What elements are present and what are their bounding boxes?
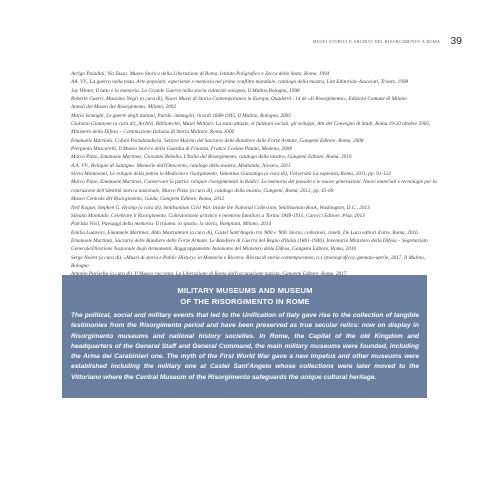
page-header xyxy=(300,34,462,48)
bibliography-entry: Mario Isnenghi, Le guerre degli italiani, Parole, immagini, ricordi 1848-1945, Il Mulino, Bologna, 2005 xyxy=(71,112,291,119)
bibliography-entry: AA. VV., La guerra nella testa. Arte popolare, esperienze e memoria nel primo conflitto mondiale, catalogo della mostra, Lint Editoriale Associati, Trieste, 1998 xyxy=(71,79,409,86)
bibliography-entry: Giuliano Giannone (a cura di), Archivi, Biblioteche, Musei Militari. La stato attuale, le funzioni sociali, gli sviluppi, Atti del Convegno di Studi, Roma 19-20 ottobre 2005, Ministero della Difesa – Commissione Italiana di Storia Militare, Roma 2006 xyxy=(71,121,431,136)
summary-body: The political, social and military events that led to the Unification of Italy gave rise to the collection of tangible testimonies from the Risorgimento period and have been preserved as true secular relics: now on display in Risorgimento museums and national history societies. In Rome, the Capital of the old Kingdom and headquarters of the General Staff and General Command, the main military museums were founded, including the Arma dei Carabinieri one. The myth of the First World War gave a new impetus and other museums were established including the military one at Castel Sant'Angelo whose collections were later moved to the Vittoriano where the Central Museum of the Risorgimento safeguards the unique cultural heritage. xyxy=(71,312,419,381)
bibliography-entry: Patrizia Violi, Paesaggi della memoria. Il trauma, lo spazio, la storia, Bompiani, Milano, 2014 xyxy=(71,221,271,228)
bibliography-entry: Marco Pizzo, Emanuele Martinez, Conservare la patria: reliquie risorgimentali in Radici. La memoria del passato e le nuove generazioni. Nuovi materiali e tecnologie per la costruzione dell'identità storica nazionale, Marco Pizzo (a cura di), catalogo della mostra, Gangemi, Roma, 2012, pp. 45-69 xyxy=(71,179,437,194)
bibliography-entry: A.A. VV., Reliquie di Santigna. Memorie dall'Ottocento, catalogo della mostra, Mediando, Novara, 2011 xyxy=(71,162,291,169)
running-title: MUSEI STORICI E ARCHIVI DEL RISORGIMENTO A ROMA xyxy=(312,38,441,44)
bibliography-entry: Emanuele Martinez, Cofani Portabandiera, Settore Marino del Sacrario delle Bandiere delle Forze Armate, Gangemi Editore, Roma, 2008 xyxy=(71,137,364,144)
bibliography-entry: Arrigo Paladini, Via Tasso. Museo Storico della Liberazione di Roma, Istituto Poligrafico e Zecca dello Stato, Roma, 1994 xyxy=(71,71,330,77)
bibliography xyxy=(71,70,439,287)
bibliography-entry: Emanuele Martinez, Sacrario delle Bandiere delle Forze Armate. Le Bandiere di Guerra del Regno d'Italia (1861-1946). Inventario Ministero della Difesa – Segretariato Generale/Direzione Nazionale degli Armamenti, Raggruppamento Autonomo del Ministero della Difesa, Gangemi Editore, Roma, 2016 xyxy=(71,237,428,253)
bibliography-entry: Silvano Montaldo, Celebrare il Risorgimento. Collezionismo artistico e memorie familiari a Torino 1848-1915, Carocci Editore, Pisa, 2013 xyxy=(71,212,365,219)
summary-title-line-2: OF THE RISORGIMENTO IN ROME xyxy=(180,297,310,306)
bibliography-entry: Silvia Mantovani, Le reliquie della patria in Medicina e risorgimento, Valentina Gazzaniga (a cura di), Università La sapienza, Roma, 2011, pp. 91-122 xyxy=(71,171,392,178)
bibliography-entry: Pierpaolo Muscarelli, Il Museo Storico della Guardia di Finanza, Franco Cosimo Panini, Modena, 2008 xyxy=(71,146,292,153)
english-summary-box xyxy=(62,275,427,398)
bibliography-entry: Jay Winter, Il lutto e la memoria. La Grande Guerra nella storia culturale europea, Il Mulino,Bologna, 1998 xyxy=(71,87,300,94)
bibliography-entry: Serge Noiret (a cura di), «Musei di storia e Public History» in Memoria e Ricerca. Rivista di storia contemporanea, n.1 (monografico), gennaio-aprile, 2017, Il Mulino, Bologna xyxy=(71,254,426,269)
bibliography-entry: Roberto Guerri, Massimo Negri (a cura di), Nuovi Musei di Storia Contemporanea in Europa, Quaderni / 14 de «Il Risorgimento», Edizioni Comune di Milano xyxy=(71,96,407,103)
bibliography-entry: Marco Pizzo, Emanuele Martinez, Giovanni Rebella, L'Italia del Risorgimento, catalogo della mostra, Gangemi Editore, Roma, 2010 xyxy=(71,154,352,161)
page-number: 39 xyxy=(450,35,462,47)
summary-title xyxy=(71,285,419,307)
summary-title-line-1: MILITARY MUSEUMS AND MUSEUM xyxy=(177,286,313,295)
bibliography-entry: Emilia Ludovici, Emanuele Martinez, Aldo Mastrantoni (a cura di), Castel Sant'Angelo tra '800 e '900. Storia, collezioni, cimeli, De Luca editori d'arte, Roma, 2016 xyxy=(71,229,418,236)
bibliography-entry: Museo Centrale del Risorgimento, Guida, Gangemi Editore, Roma, 2012 xyxy=(71,196,225,203)
bibliography-entry: Neil Kagan, Stephen G. Hyslop (a cura di), Smithsonian Civil War. Inside the National Collection, Smithsonian Book, Washington, D.C., 2013 xyxy=(71,204,370,211)
bibliography-entry: Annali del Museo del Risorgimento, Milano, 2002 xyxy=(71,104,177,111)
